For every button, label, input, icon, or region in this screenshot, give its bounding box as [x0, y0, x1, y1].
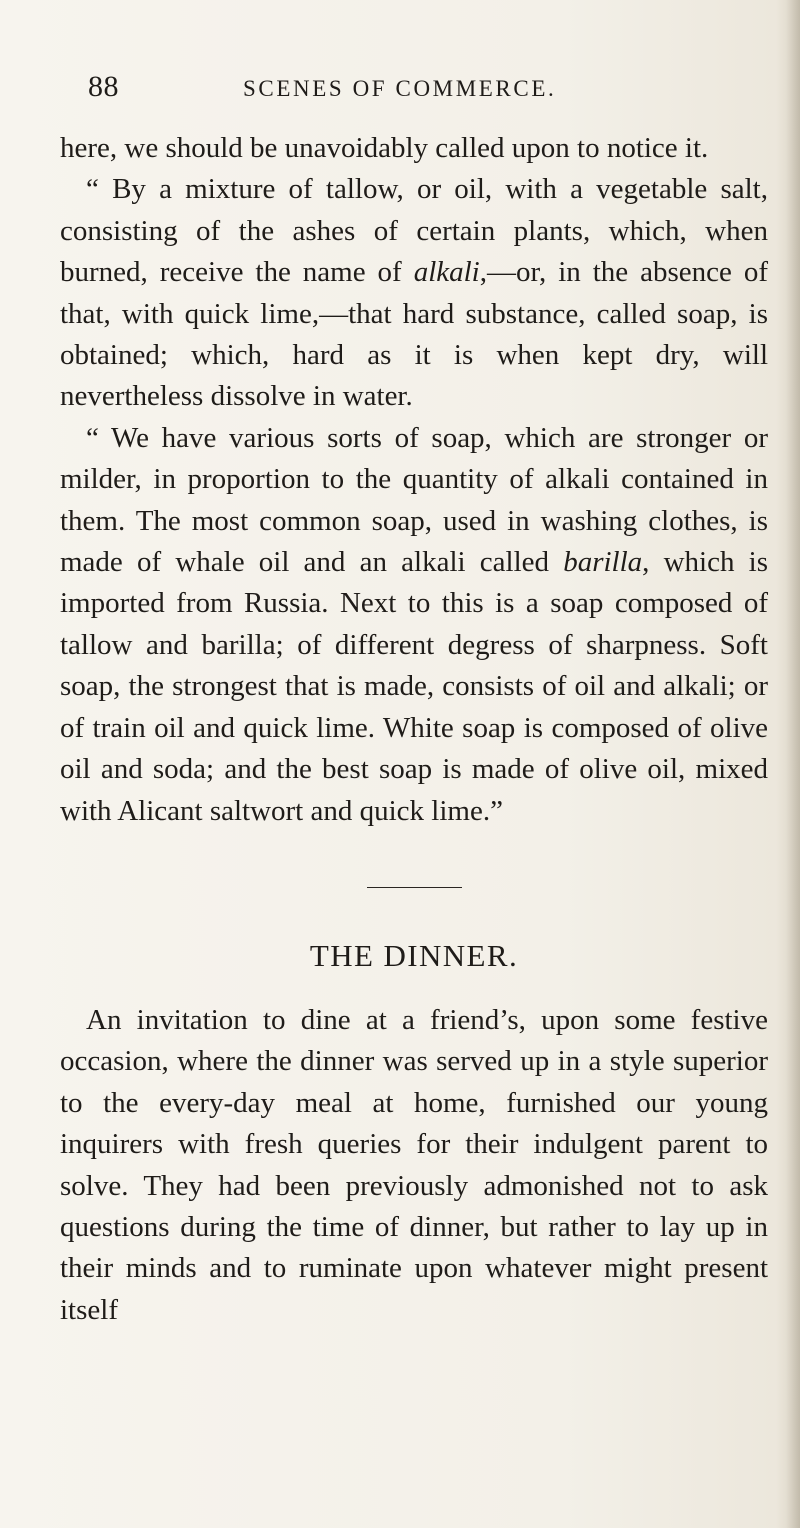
paragraph-dinner: An invitation to dine at a friend’s, upon some festive occasion, where the dinner was served up in a style superior to the every-day meal at home, furnished our young inquirers with fresh queries for their indulgent parent to solve. They had been previously admonished not to ask questions during the time of dinner, but rather to lay up in their minds and to ruminate upon whatever might present itself — [60, 1003, 768, 1326]
italic-term-alkali: alkali — [413, 256, 480, 289]
paragraph-continuation: here, we should be unavoidably called upon to notice it. — [60, 132, 709, 164]
text-run: “ We have various sorts of soap, which are stronger or milder, in proportion to the quantity of alkali contained in them. The most common soap, used in washing clothes, is made of whale oil and an alkali called — [60, 421, 768, 579]
text-run: “ By a mixture of tallow, or oil, with a vegetable salt, consisting of the ashes of certain plants, which, when burned, receive the name of — [60, 173, 768, 289]
italic-term-barilla: barilla — [563, 546, 643, 579]
page-edge-shadow — [786, 0, 800, 1528]
section-divider — [367, 887, 462, 888]
text-run: , which is imported from Russia. Next to this is a soap composed of tallow and barilla; of different degress of sharpness. Soft soap, the strongest that is made, consists of oil and alkali; or of train oil and quick lime. White soap is composed of olive oil and soda; and the best soap is made of olive oil, mixed with Alicant saltwort and quick lime.” — [60, 546, 769, 827]
paragraph-soap-varieties — [60, 418, 768, 832]
section-title: THE DINNER. — [309, 937, 519, 973]
page-number: 88 — [88, 70, 119, 103]
running-head: SCENES OF COMMERCE. — [243, 76, 557, 101]
body-text — [60, 128, 768, 1331]
paragraph-soap-definition — [60, 169, 768, 417]
text-run: ,—or, in the absence of that, with quick lime,—that hard substance, called soap, is obtained; which, hard as it is when kept dry, will nevertheless dissolve in water. — [60, 256, 768, 413]
page-header — [88, 70, 768, 120]
